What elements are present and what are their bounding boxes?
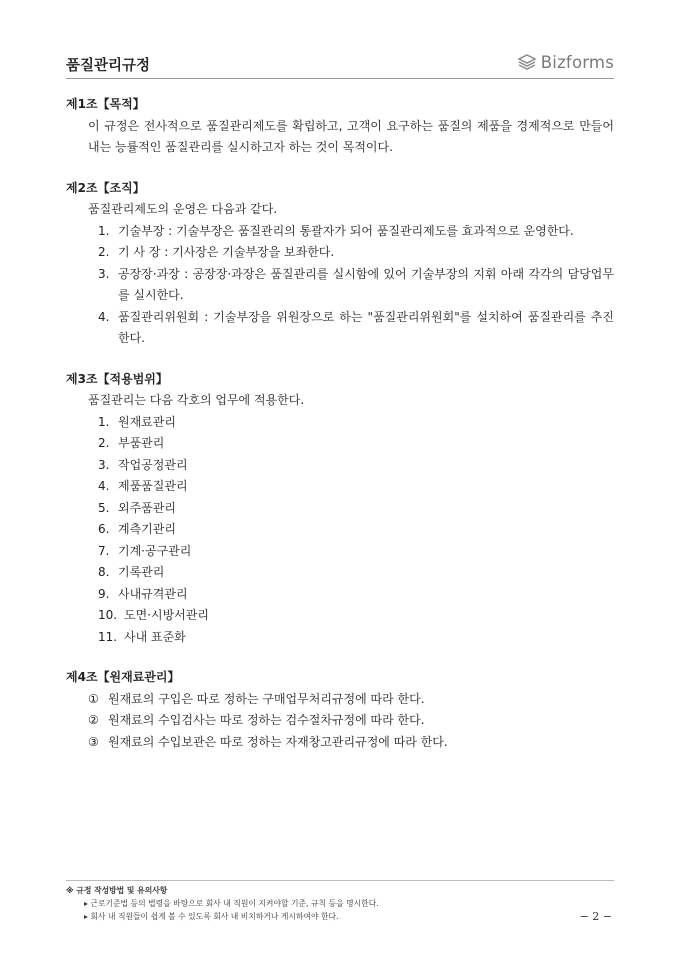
list-item (66, 433, 614, 455)
article-text: 품질관리제도의 운영은 다음과 같다. (88, 202, 278, 216)
item-text: 기계·공구관리 (118, 543, 192, 558)
article-3 (66, 369, 614, 649)
item-text: 원재료관리 (118, 414, 176, 429)
item-text: 기 사 장 : 기사장은 기술부장을 보좌한다. (118, 245, 335, 259)
item-text: 원재료의 수입보관은 따로 정하는 자재창고관리규정에 따라 한다. (108, 734, 448, 749)
article-text: 이 규정은 전사적으로 품질관리제도를 확립하고, 고객이 요구하는 품질의 제품을 경제적으로 만들어 내는 능률적인 품질관리를 실시하고자 하는 것이 목적이다. (88, 118, 614, 154)
item-text: 계측기관리 (118, 522, 176, 536)
item-number: 9. (98, 586, 110, 601)
note-item: ▸ 회사 내 직원들이 쉽게 볼 수 있도록 회사 내 비치하거나 게시하여야 한다. (66, 910, 614, 923)
list-item (66, 732, 614, 754)
item-number: 2. (98, 245, 110, 259)
list-item (66, 627, 614, 649)
item-number: 6. (98, 522, 110, 536)
item-text: 외주품관리 (118, 500, 176, 515)
list-item (66, 307, 614, 350)
list-item (66, 562, 614, 584)
item-number: 3. (98, 457, 110, 472)
item-number: 7. (98, 543, 110, 558)
item-number: 4. (98, 309, 110, 324)
item-text: 작업공정관리 (118, 457, 188, 472)
item-text: 도면·시방서관리 (124, 608, 209, 622)
item-text: 원재료의 구입은 따로 정하는 구매업무처리규정에 따라 한다. (108, 691, 425, 706)
list-item (66, 584, 614, 606)
item-number: 10. (98, 608, 118, 622)
list-item (66, 264, 614, 307)
item-number: 11. (98, 629, 118, 644)
list-item (66, 710, 614, 732)
article-title: 제1조【목적】 (66, 97, 145, 111)
note-item: ▸ 근로기준법 등의 법령을 바탕으로 회사 내 직원이 지켜야할 기준, 규칙 등을 명시한다. (66, 897, 614, 910)
notes-title: ※ 규정 작성방법 및 유의사항 (66, 886, 168, 895)
item-number: 3. (98, 266, 110, 281)
logo-text: Bizforms (540, 52, 614, 72)
item-text: 기술부장 : 기술부장은 품질관리의 통괄자가 되어 품질관리제도를 효과적으로 운영한다. (118, 223, 574, 238)
item-number: 1. (98, 414, 110, 429)
document-title: 품질관리규정 (66, 58, 151, 74)
article-2 (66, 178, 614, 350)
list-item (66, 498, 614, 520)
item-number: ① (88, 691, 99, 706)
item-text: 제품품질관리 (118, 479, 188, 493)
list-item (66, 476, 614, 498)
article-text: 품질관리는 다음 각호의 업무에 적용한다. (88, 393, 305, 407)
list-item (66, 689, 614, 711)
item-text: 사내 표준화 (124, 629, 186, 644)
page-header (66, 50, 614, 79)
item-number: 4. (98, 479, 110, 493)
item-number: 2. (98, 436, 110, 450)
page-number: − 2 − (579, 910, 612, 923)
list-item (66, 242, 614, 264)
item-text: 공장장·과장 : 공장장·과장은 품질관리를 실시함에 있어 기술부장의 지휘 아래 각각의 담당업무를 실시한다. (118, 266, 614, 302)
item-text: 원재료의 수입검사는 따로 정하는 검수절차규정에 따라 한다. (108, 713, 425, 727)
list-item (66, 519, 614, 541)
list-item (66, 541, 614, 563)
layers-icon (517, 52, 537, 72)
item-text: 부품관리 (118, 436, 165, 450)
item-number: 8. (98, 565, 110, 579)
document-body (66, 94, 614, 772)
item-number: ② (88, 713, 99, 727)
bizforms-logo (517, 52, 614, 72)
item-number: 5. (98, 500, 110, 515)
article-title: 제3조【적용범위】 (66, 371, 168, 386)
article-4 (66, 667, 614, 753)
article-1 (66, 94, 614, 159)
item-text: 사내규격관리 (118, 586, 188, 601)
list-item (66, 412, 614, 434)
item-number: 1. (98, 223, 110, 238)
list-item (66, 221, 614, 243)
item-text: 품질관리위원회 : 기술부장을 위원장으로 하는 "품질관리위원회"를 설치하여 품질관리를 추진한다. (118, 309, 614, 345)
item-number: ③ (88, 734, 99, 749)
article-title: 제4조【원재료관리】 (66, 670, 180, 684)
article-title: 제2조【조직】 (66, 180, 145, 195)
list-item (66, 605, 614, 627)
footer-notes (66, 880, 614, 923)
item-text: 기록관리 (118, 565, 165, 579)
list-item (66, 455, 614, 477)
